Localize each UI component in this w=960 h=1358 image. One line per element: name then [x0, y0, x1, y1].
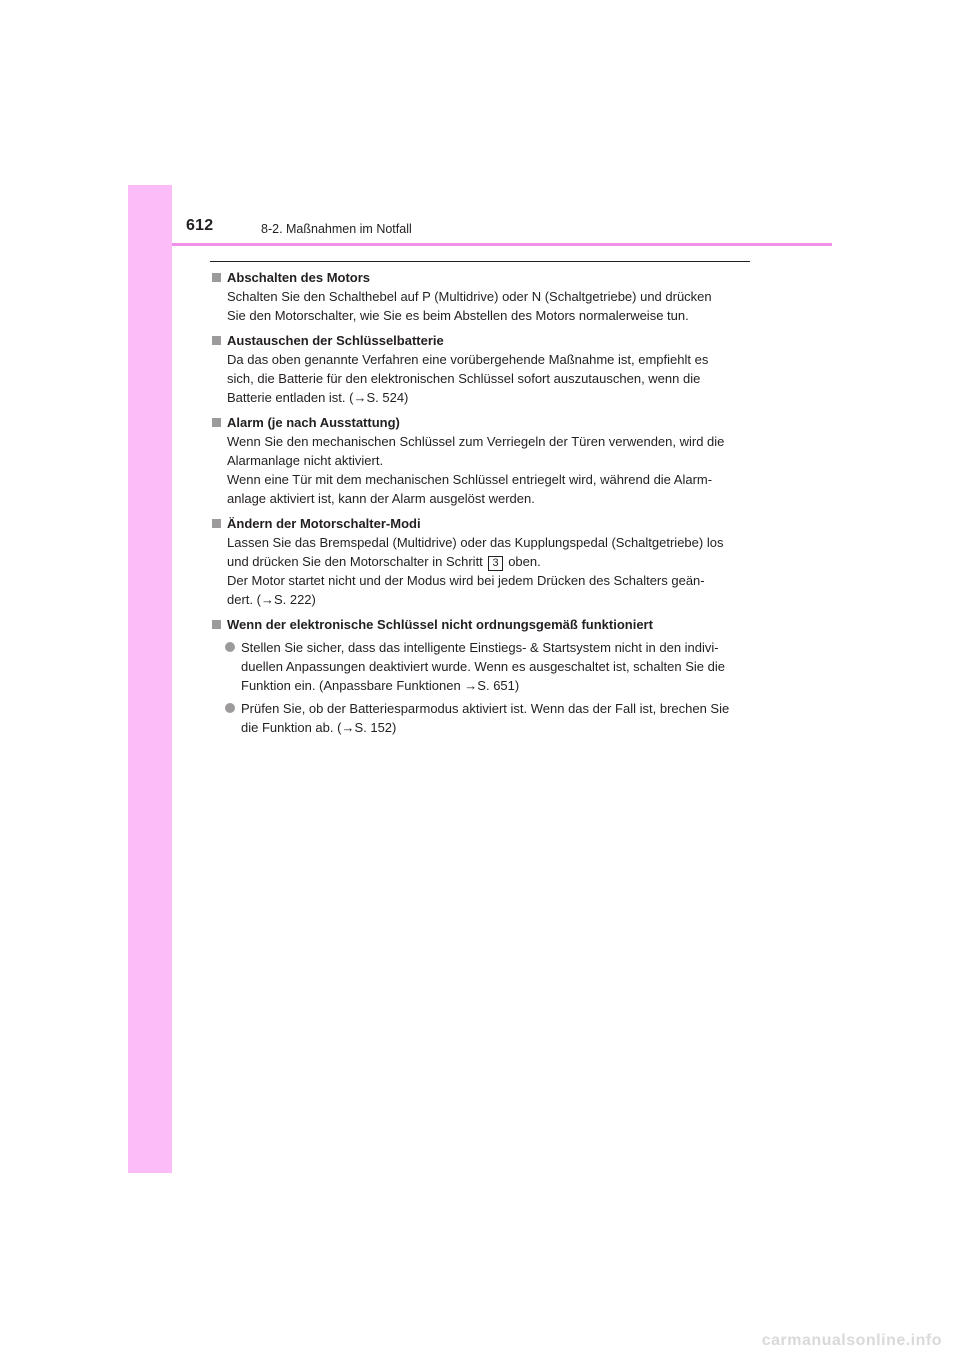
page-number: 612 — [186, 217, 214, 234]
circle-bullet-icon — [225, 642, 235, 652]
list-item: Stellen Sie sicher, dass das intelligente Einstiegs- & Startsystem nicht in den indivi- duellen Anpassungen deaktiviert wurde. Wenn es ausgeschaltet ist, schalten Sie die Funktion ein. (Anpassbare Funktionen →S. 651) — [225, 638, 750, 695]
section-heading: Ändern der Motorschalter-Modi — [210, 514, 750, 533]
step-reference-line: und drücken Sie den Motorschalter in Schritt 3 oben. — [227, 554, 541, 569]
square-bullet-icon — [212, 620, 221, 629]
section-abschalten — [210, 268, 750, 325]
section-schluessel-funktioniert-nicht — [210, 615, 750, 737]
step-number-box: 3 — [488, 556, 502, 571]
section-paragraph: Schalten Sie den Schalthebel auf P (Multidrive) oder N (Schaltgetriebe) und drücken Sie den Motorschalter, wie Sie es beim Abstellen des Motors normalerweise tun. — [227, 289, 712, 323]
section-heading: Abschalten des Motors — [210, 268, 750, 287]
section-paragraph: Lassen Sie das Bremspedal (Multidrive) oder das Kupplungspedal (Schaltgetriebe) los und drücken Sie den Motorschalter in Schritt 3 oben. Der Motor startet nicht und der Modus wird bei jedem Drücken des Schalters geän- dert. (→S. 222) — [227, 533, 750, 609]
content-rule — [210, 261, 750, 262]
chapter-side-band — [128, 185, 172, 1173]
square-bullet-icon — [212, 418, 221, 427]
section-heading: Wenn der elektronische Schlüssel nicht ordnungsgemäß funktioniert — [210, 615, 750, 634]
section-schluesselbatterie — [210, 331, 750, 407]
section-heading: Alarm (je nach Ausstattung) — [210, 413, 750, 432]
header-rule — [172, 243, 832, 246]
section-paragraph: Da das oben genannte Verfahren eine vorübergehende Maßnahme ist, empfiehlt es sich, die Batterie für den elektronischen Schlüssel sofort auszutauschen, wenn die Batterie entladen ist. (→S. 524) — [227, 352, 709, 405]
footer-watermark: carmanualsonline.info — [761, 1332, 942, 1349]
section-paragraph: Wenn Sie den mechanischen Schlüssel zum Verriegeln der Türen verwenden, wird die Alarmanlage nicht aktiviert. Wenn eine Tür mit dem mechanischen Schlüssel entriegelt wird, während die Alarm- anlage aktiviert ist, kann der Alarm ausgelöst werden. — [227, 434, 725, 506]
square-bullet-icon — [212, 336, 221, 345]
list-item: Prüfen Sie, ob der Batteriesparmodus aktiviert ist. Wenn das der Fall ist, brechen Sie die Funktion ab. (→S. 152) — [225, 699, 750, 737]
section-motorschalter-modi — [210, 514, 750, 609]
square-bullet-icon — [212, 273, 221, 282]
section-heading: Austauschen der Schlüsselbatterie — [210, 331, 750, 350]
content-body — [210, 268, 750, 743]
section-alarm — [210, 413, 750, 508]
square-bullet-icon — [212, 519, 221, 528]
circle-bullet-icon — [225, 703, 235, 713]
section-title: 8-2. Maßnahmen im Notfall — [261, 222, 412, 236]
